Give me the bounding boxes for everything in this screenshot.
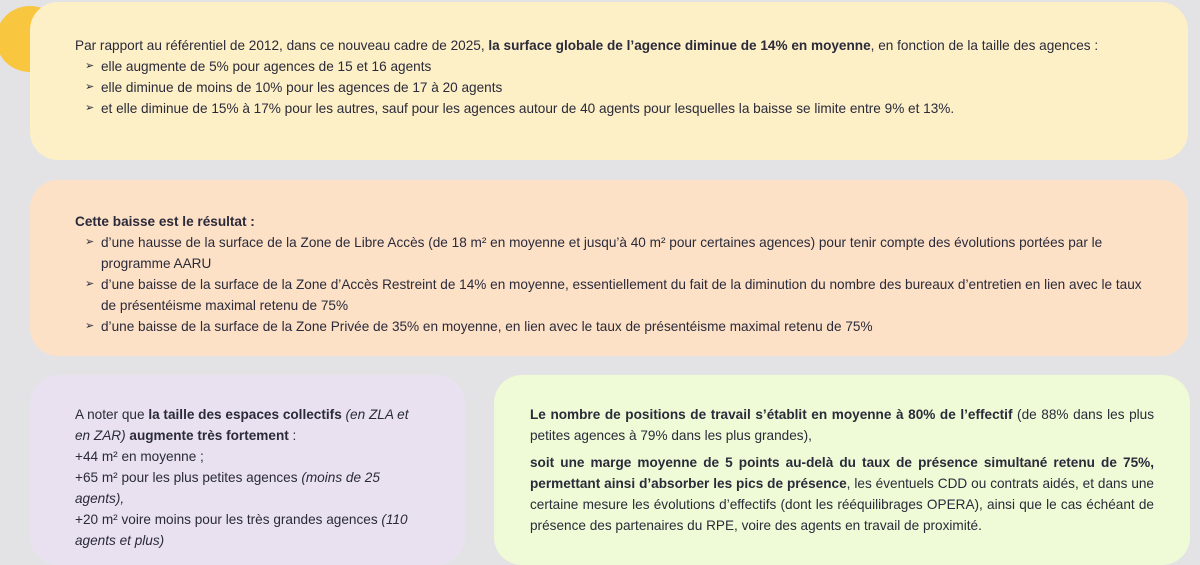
positions-box [494, 375, 1190, 565]
bold-text: la taille des espaces collectifs [148, 407, 346, 422]
bold-text: soit une marge moyenne de 5 points au-delà du taux de présence simultané retenu de 75%, permettant ainsi d’absorber les pics de présence [530, 455, 1154, 491]
text: +65 m² pour les plus petites agences [75, 470, 302, 485]
baisse-list [75, 232, 1143, 337]
positions-p2 [530, 452, 1154, 536]
list-item: ➢ elle diminue de moins de 10% pour les agences de 17 à 20 agents [85, 77, 1143, 98]
list-item: ➢ d’une baisse de la surface de la Zone d’Accès Restreint de 14% en moyenne, essentiellement du fait de la diminution du nombre des bureaux d’entretien en lien avec le taux de présentéisme maximal retenu de 75% [85, 274, 1143, 316]
bold-text: la surface globale de l’agence diminue de 14% en moyenne [488, 38, 871, 53]
baisse-box [30, 180, 1188, 356]
italic-text: (110 agents et plus) [75, 512, 408, 548]
text: A noter que [75, 407, 149, 422]
list-item: ➢ et elle diminue de 15% à 17% pour les autres, sauf pour les agences autour de 40 agents pour lesquelles la baisse se limite entre 9% et 13%. [85, 98, 1143, 119]
text: +20 m² voire moins pour les très grandes agences [75, 512, 382, 527]
list-item: ➢ elle augmente de 5% pour agences de 15 et 16 agents [85, 56, 1143, 77]
text: (de 88% dans les plus petites agences à 79% dans les plus grandes), [530, 407, 1155, 443]
collectifs-line: +44 m² en moyenne ; [75, 449, 204, 464]
text: : [288, 428, 297, 443]
baisse-title: Cette baisse est le résultat : [75, 214, 255, 229]
bold-text: Le nombre de positions de travail s’établit en moyenne à 80% de l’effectif [530, 407, 1013, 422]
surface-list [75, 56, 1143, 119]
collectifs-line [75, 509, 420, 551]
italic-text: (en ZLA et en ZAR) [75, 407, 409, 443]
text: , en fonction de la taille des agences : [870, 38, 1099, 53]
bold-text: augmente très fortement [129, 428, 289, 443]
list-item: ➢ d’une baisse de la surface de la Zone Privée de 35% en moyenne, en lien avec le taux de présentéisme maximal retenu de 75% [85, 316, 1143, 337]
collectifs-box [30, 375, 465, 565]
text: , les éventuels CDD ou contrats aidés, et dans une certaine mesure les évolutions d’effectifs (dont les rééquilibrages OPERA), ainsi que le cas échéant de présence des partenaires du RPE, voire des agents en travail de proximité. [530, 476, 1154, 533]
italic-text: (moins de 25 agents), [75, 470, 380, 506]
collectifs-intro [75, 404, 420, 446]
collectifs-line [75, 467, 420, 509]
intro-text [75, 35, 1143, 56]
list-item: ➢ d’une hausse de la surface de la Zone de Libre Accès (de 18 m² en moyenne et jusqu’à 40 m² pour certaines agences) pour tenir compte des évolutions portées par le programme AARU [85, 232, 1143, 274]
text: Par rapport au référentiel de 2012, dans ce nouveau cadre de 2025, [75, 38, 489, 53]
positions-p1 [530, 404, 1154, 446]
surface-summary-box [30, 2, 1188, 160]
